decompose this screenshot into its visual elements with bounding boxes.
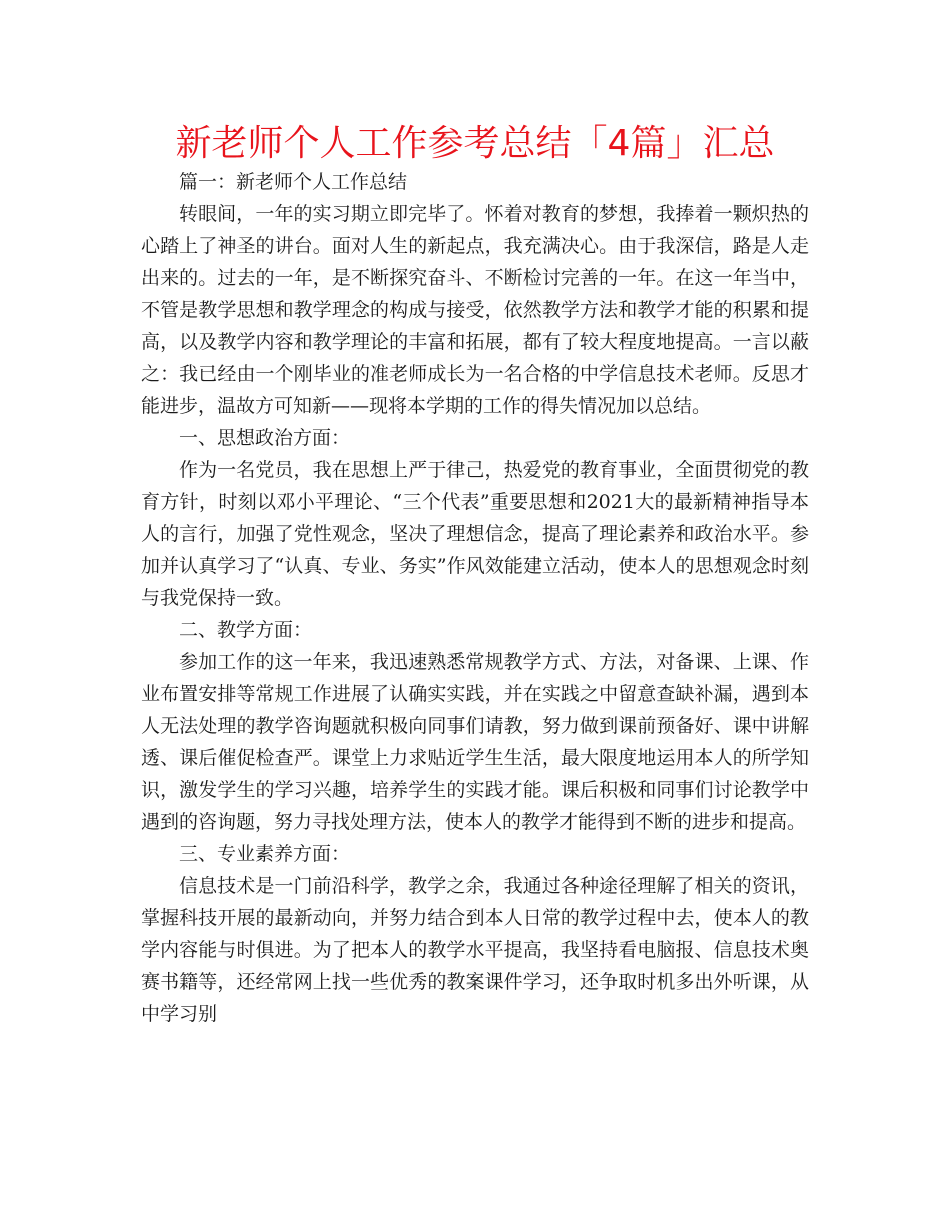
document-title: 新老师个人工作参考总结「4篇」汇总: [175, 123, 775, 164]
paragraph-teaching: 参加工作的这一年来，我迅速熟悉常规教学方式、方法，对备课、上课、作业布置安排等常规工作进展了认确实实践，并在实践之中留意查缺补漏，遇到本人无法处理的教学咨询题就积极向同事们请教，努力做到课前预备好、课中讲解透、课后催促检查严。课堂上力求贴近学生生活，最大限度地运用本人的所学知识，激发学生的学习兴趣，培养学生的实践才能。课后积极和同事们讨论教学中遇到的咨询题，努力寻找处理方法，使本人的教学才能得到不断的进步和提高。: [141, 651, 809, 833]
paragraph-intro: 转眼间，一年的实习期立即完毕了。怀着对教育的梦想，我捧着一颗炽热的心踏上了神圣的讲台。面对人生的新起点，我充满决心。由于我深信，路是人走出来的。过去的一年，是不断探究奋斗、不断检讨完善的一年。在这一年当中，不管是教学思想和教学理念的构成与接受，依然教学方法和教学才能的积累和提高，以及教学内容和教学理论的丰富和拓展，都有了较大程度地提高。一言以蔽之：我已经由一个刚毕业的准老师成长为一名合格的中学信息技术老师。反思才能进步，温故方可知新——现将本学期的工作的得失情况加以总结。: [141, 203, 809, 417]
section-heading-politics: 一、思想政治方面：: [179, 427, 351, 449]
paragraph-professional: 信息技术是一门前沿科学，教学之余，我通过各种途径理解了相关的资讯，掌握科技开展的最新动向，并努力结合到本人日常的教学过程中去，使本人的教学内容能与时俱进。为了把本人的教学水平提高，我坚持看电脑报、信息技术奥赛书籍等，还经常网上找一些优秀的教案课件学习，还争取时机多出外听课，从中学习别: [141, 875, 809, 1025]
section-heading-teaching: 二、教学方面：: [179, 619, 313, 641]
section-heading-part-one: 篇一：新老师个人工作总结: [179, 171, 408, 193]
document-body: [141, 166, 809, 1030]
section-heading-professional: 三、专业素养方面：: [179, 843, 351, 865]
paragraph-politics: 作为一名党员，我在思想上严于律己，热爱党的教育事业，全面贯彻党的教育方针，时刻以邓小平理论、“三个代表”重要思想和2021大的最新精神指导本人的言行，加强了党性观念，坚决了理想信念，提高了理论素养和政治水平。参加并认真学习了“认真、专业、务实”作风效能建立活动，使本人的思想观念时刻与我党保持一致。: [141, 459, 809, 609]
